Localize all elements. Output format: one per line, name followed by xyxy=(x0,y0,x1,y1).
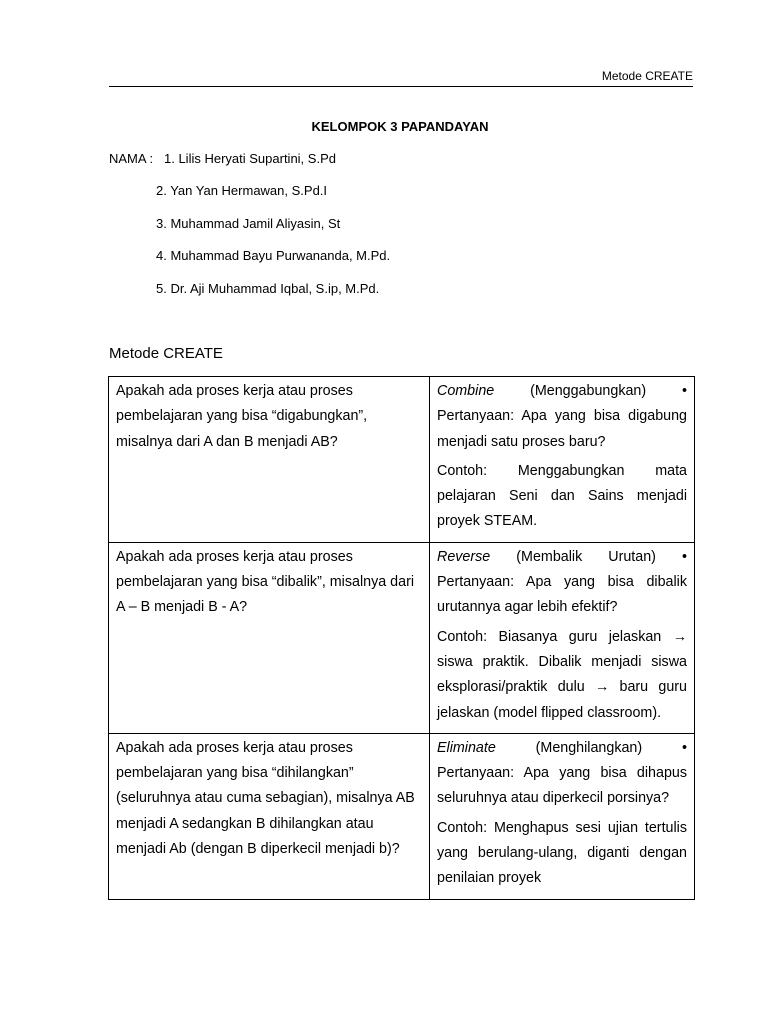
method-example: Contoh: Menghapus sesi ujian tertulis yang berulang-ulang, diganti dengan penilaian proyek xyxy=(437,819,687,887)
section-title: Metode CREATE xyxy=(109,345,223,362)
name-label: NAMA : xyxy=(109,151,154,166)
method-keyword: Combine xyxy=(437,383,495,399)
method-description: (Menghilangkan) • Pertanyaan: Apa yang bisa dihapus seluruhnya atau diperkecil porsinya? xyxy=(437,739,687,807)
table-row xyxy=(109,377,695,543)
member-item: 5. Dr. Aji Muhammad Iqbal, S.ip, M.Pd. xyxy=(156,281,380,296)
create-method-table xyxy=(108,376,695,900)
answer-cell xyxy=(430,733,695,899)
method-example: Contoh: Biasanya guru jelaskan → siswa praktik. Dibalik menjadi siswa eksplorasi/praktik dulu → baru guru jelaskan (model flipped classroom). xyxy=(437,628,687,721)
member-item: 1. Lilis Heryati Supartini, S.Pd xyxy=(164,151,336,166)
table-row xyxy=(109,542,695,733)
document-title: KELOMPOK 3 PAPANDAYAN xyxy=(311,119,489,134)
member-item: 4. Muhammad Bayu Purwananda, M.Pd. xyxy=(156,248,391,263)
question-cell: Apakah ada proses kerja atau proses pembelajaran yang bisa “dihilangkan” (seluruhnya atau cuma sebagian), misalnya AB menjadi A sedangkan B dihilangkan atau menjadi Ab (dengan B diperkecil menjadi b)? xyxy=(109,733,430,899)
answer-cell xyxy=(430,377,695,543)
answer-intro xyxy=(437,736,687,812)
answer-intro xyxy=(437,545,687,621)
question-cell: Apakah ada proses kerja atau proses pembelajaran yang bisa “dibalik”, misalnya dari A – B menjadi B - A? xyxy=(109,542,430,733)
method-keyword: Reverse xyxy=(437,548,491,565)
method-example: Contoh: Menggabungkan mata pelajaran Seni dan Sains menjadi proyek STEAM. xyxy=(437,462,687,530)
answer-cell xyxy=(430,542,695,733)
method-keyword: Eliminate xyxy=(437,739,496,756)
member-item: 2. Yan Yan Hermawan, S.Pd.I xyxy=(156,183,328,198)
member-item: 3. Muhammad Jamil Aliyasin, St xyxy=(156,216,341,231)
table-row xyxy=(109,733,695,899)
header-divider xyxy=(109,86,693,87)
answer-intro xyxy=(437,379,687,455)
method-description: (Membalik Urutan) • Pertanyaan: Apa yang bisa dibalik urutannya agar lebih efektif? xyxy=(437,548,687,616)
question-cell: Apakah ada proses kerja atau proses pembelajaran yang bisa “digabungkan”, misalnya dari A dan B menjadi AB? xyxy=(109,377,430,543)
running-header: Metode CREATE xyxy=(601,69,693,83)
method-description: (Menggabungkan) • Pertanyaan: Apa yang bisa digabung menjadi satu proses baru? xyxy=(437,383,687,450)
